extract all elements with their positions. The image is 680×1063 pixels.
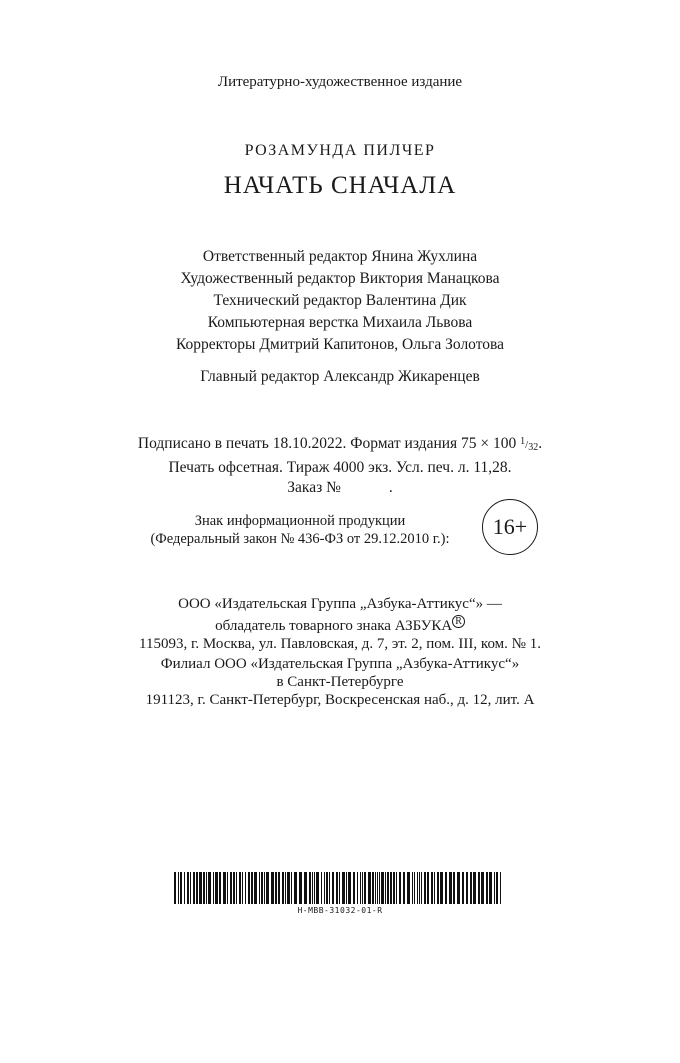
info-product-sign	[120, 512, 480, 548]
book-author: РОЗАМУНДА ПИЛЧЕР	[244, 142, 436, 159]
info-sign-line: Знак информационной продукции	[194, 513, 406, 529]
barcode-icon	[174, 872, 501, 904]
book-title: НАЧАТЬ СНАЧАЛА	[223, 172, 457, 199]
registered-mark-icon: R	[452, 615, 465, 628]
credit-line: Технический редактор Валентина Дик	[213, 292, 467, 309]
print-line-format	[0, 432, 680, 458]
credits-block	[0, 246, 680, 356]
print-info	[0, 432, 680, 498]
edition-type: Литературно-художественное издание	[217, 74, 463, 90]
fraction-numerator: 1	[520, 436, 526, 447]
fraction-denominator: 32	[528, 442, 539, 453]
fraction-separator: /	[525, 439, 529, 451]
print-line-order	[0, 478, 680, 498]
chief-editor: Главный редактор Александр Жикаренцев	[200, 368, 480, 385]
print-line-circulation: Печать офсетная. Тираж 4000 экз. Усл. печ. л. 11,28.	[168, 459, 512, 476]
barcode-text: H-MBB-31032-01-R	[297, 906, 383, 915]
trademark-text: обладатель товарного знака АЗБУКА	[215, 618, 453, 634]
info-sign-law: (Федеральный закон № 436-ФЗ от 29.12.2010 г.):	[150, 531, 450, 547]
credit-line: Ответственный редактор Янина Жухлина	[202, 248, 478, 265]
branch-block	[0, 655, 680, 709]
order-suffix: .	[388, 479, 393, 496]
publisher-block	[0, 595, 680, 653]
format-suffix: .	[538, 435, 543, 452]
publisher-address: 115093, г. Москва, ул. Павловская, д. 7, эт. 2, пом. III, ком. № 1.	[139, 636, 541, 652]
publisher-trademark	[0, 613, 680, 635]
format-fraction	[520, 436, 539, 453]
credit-line: Художественный редактор Виктория Манацкова	[180, 270, 500, 287]
branch-address: 191123, г. Санкт-Петербург, Воскресенская наб., д. 12, лит. А	[145, 692, 535, 708]
format-text: Подписано в печать 18.10.2022. Формат издания 75 × 100	[137, 435, 521, 452]
branch-name: Филиал ООО «Издательская Группа „Азбука-Аттикус“»	[160, 656, 520, 672]
age-rating-badge: 16+	[482, 499, 538, 555]
publisher-name: ООО «Издательская Группа „Азбука-Аттикус“» —	[178, 596, 502, 612]
order-label: Заказ №	[287, 479, 341, 496]
branch-city: в Санкт-Петербурге	[276, 674, 404, 690]
credit-line: Компьютерная верстка Михаила Львова	[207, 314, 473, 331]
credit-line: Корректоры Дмитрий Капитонов, Ольга Золотова	[175, 336, 505, 353]
